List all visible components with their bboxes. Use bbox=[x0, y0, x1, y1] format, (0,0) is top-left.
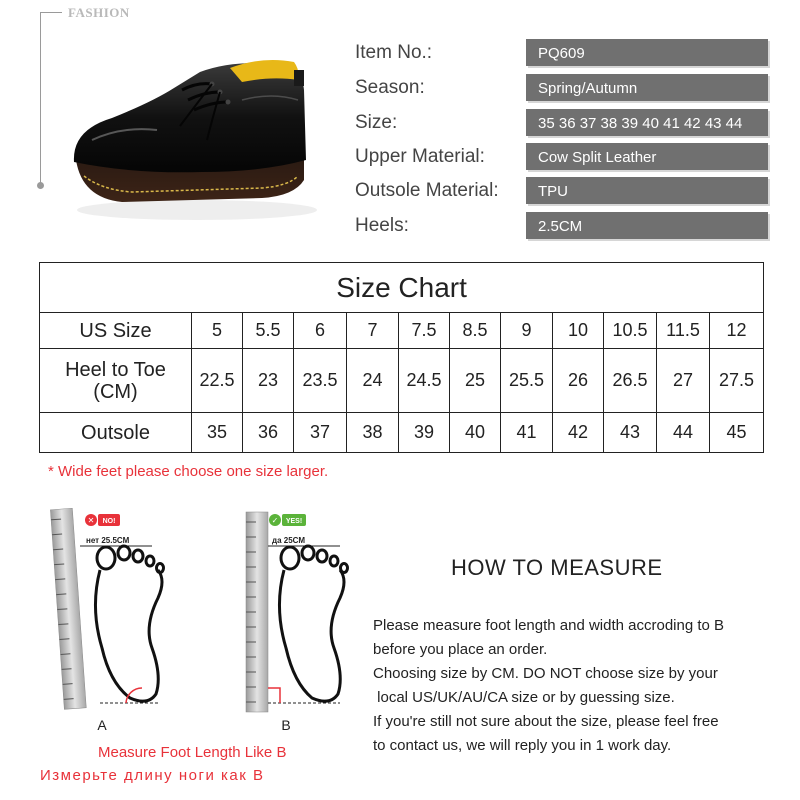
spec-value-item-no: PQ609 bbox=[526, 39, 768, 66]
table-cell: 35 bbox=[192, 413, 243, 453]
table-cell: 27 bbox=[657, 349, 710, 413]
table-cell: 11.5 bbox=[657, 313, 710, 349]
spec-value-season: Spring/Autumn bbox=[526, 74, 768, 101]
table-cell: 45 bbox=[710, 413, 764, 453]
table-cell: 7.5 bbox=[399, 313, 450, 349]
spec-value-heels: 2.5CM bbox=[526, 212, 768, 239]
how-to-measure-line: If you're still not sure about the size, please feel free bbox=[373, 713, 719, 730]
wide-feet-note: * Wide feet please choose one size larger. bbox=[48, 463, 329, 480]
table-cell: 37 bbox=[294, 413, 347, 453]
ruler-b bbox=[246, 512, 268, 712]
table-cell: 24 bbox=[347, 349, 399, 413]
table-cell: 23 bbox=[243, 349, 294, 413]
right-length-text: да 25CM bbox=[272, 536, 306, 545]
foot-a bbox=[95, 546, 163, 701]
table-cell: 8.5 bbox=[450, 313, 501, 349]
row-header-heel-to-toe bbox=[40, 349, 192, 413]
product-image bbox=[62, 30, 322, 230]
shoe-icon bbox=[62, 30, 322, 230]
table-cell: 36 bbox=[243, 413, 294, 453]
no-badge-text: NO! bbox=[102, 518, 116, 525]
table-cell: 23.5 bbox=[294, 349, 347, 413]
table-cell: 40 bbox=[450, 413, 501, 453]
row-header-us-size: US Size bbox=[40, 313, 192, 349]
table-cell: 12 bbox=[710, 313, 764, 349]
yes-badge-text: YES! bbox=[285, 518, 303, 525]
how-to-measure-line: before you place an order. bbox=[373, 641, 548, 658]
table-cell: 5 bbox=[192, 313, 243, 349]
wrong-length-text: нет 25.5CM bbox=[86, 536, 130, 545]
how-to-measure-line: local US/UK/AU/CA size or by guessing size. bbox=[373, 689, 675, 706]
svg-text:✕: ✕ bbox=[87, 516, 95, 525]
table-cell: 25 bbox=[450, 349, 501, 413]
table-cell: 5.5 bbox=[243, 313, 294, 349]
ruler-a bbox=[50, 508, 86, 709]
table-cell: 41 bbox=[501, 413, 553, 453]
corner-line-vertical bbox=[40, 12, 41, 184]
spec-label-upper-material: Upper Material: bbox=[355, 146, 485, 167]
spec-value-outsole-material: TPU bbox=[526, 177, 768, 204]
foot-ruler-icon bbox=[40, 498, 370, 738]
spec-label-season: Season: bbox=[355, 77, 425, 98]
how-to-measure-title: HOW TO MEASURE bbox=[451, 555, 663, 580]
how-to-measure-line: to contact us, we will reply you in 1 work day. bbox=[373, 737, 672, 754]
row-header-line1: Heel to Toe bbox=[65, 358, 166, 381]
table-cell: 6 bbox=[294, 313, 347, 349]
spec-value-upper-material: Cow Split Leather bbox=[526, 143, 768, 170]
spec-value-size: 35 36 37 38 39 40 41 42 43 44 bbox=[526, 109, 768, 136]
table-cell: 38 bbox=[347, 413, 399, 453]
table-row-heel-to-toe bbox=[40, 349, 764, 413]
spec-label-size: Size: bbox=[355, 112, 398, 133]
table-cell: 26.5 bbox=[604, 349, 657, 413]
svg-text:✓: ✓ bbox=[271, 516, 279, 525]
table-cell: 25.5 bbox=[501, 349, 553, 413]
row-header-line2: (CM) bbox=[93, 380, 138, 403]
table-cell: 7 bbox=[347, 313, 399, 349]
spec-label-item-no: Item No.: bbox=[355, 42, 433, 63]
table-cell: 39 bbox=[399, 413, 450, 453]
table-cell: 42 bbox=[553, 413, 604, 453]
table-cell: 22.5 bbox=[192, 349, 243, 413]
foot-b bbox=[279, 546, 347, 701]
measure-caption: Measure Foot Length Like B bbox=[98, 744, 287, 761]
table-cell: 24.5 bbox=[399, 349, 450, 413]
table-cell: 43 bbox=[604, 413, 657, 453]
table-cell: 44 bbox=[657, 413, 710, 453]
table-cell: 9 bbox=[501, 313, 553, 349]
spec-label-heels: Heels: bbox=[355, 215, 409, 236]
size-chart-title: Size Chart bbox=[40, 263, 764, 313]
table-cell: 10 bbox=[553, 313, 604, 349]
table-row-us-size bbox=[40, 313, 764, 349]
label-b: B bbox=[281, 717, 291, 733]
how-to-measure-line: Please measure foot length and width accroding to B bbox=[373, 617, 725, 634]
table-cell: 27.5 bbox=[710, 349, 764, 413]
spec-label-outsole-material: Outsole Material: bbox=[355, 180, 499, 201]
size-chart-table bbox=[39, 262, 764, 453]
table-cell: 10.5 bbox=[604, 313, 657, 349]
brand-mark: FASHION bbox=[68, 5, 130, 20]
row-header-outsole: Outsole bbox=[40, 413, 192, 453]
measure-caption-russian: Измерьте длину ноги как В bbox=[40, 767, 265, 784]
corner-line-horizontal bbox=[40, 12, 62, 13]
table-cell: 26 bbox=[553, 349, 604, 413]
how-to-measure-line: Choosing size by CM. DO NOT choose size by your bbox=[373, 665, 718, 682]
corner-dot bbox=[37, 182, 44, 189]
table-row-outsole bbox=[40, 413, 764, 453]
label-a: A bbox=[97, 717, 107, 733]
